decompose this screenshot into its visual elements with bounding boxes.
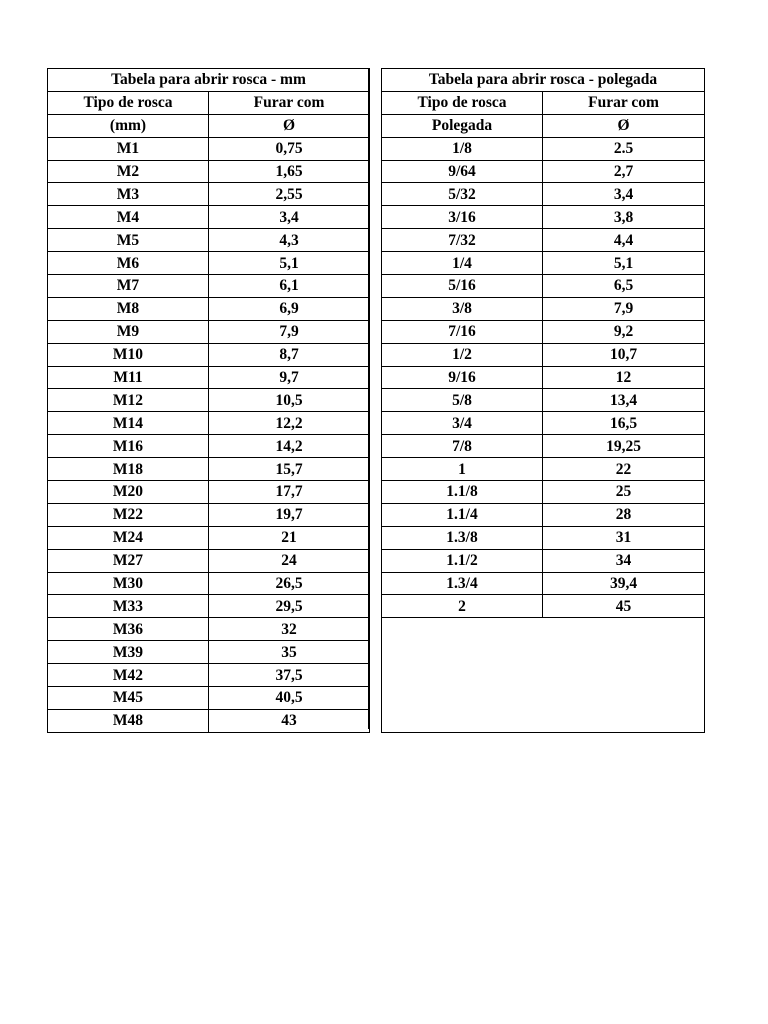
table-row — [48, 549, 370, 572]
table-row — [382, 366, 705, 389]
drill-size-cell: 45 — [543, 595, 705, 618]
table-row — [382, 252, 705, 275]
drill-size-cell: 37,5 — [209, 664, 370, 687]
table-row — [48, 503, 370, 526]
table-row — [48, 618, 370, 641]
table-row — [48, 366, 370, 389]
table-row — [48, 252, 370, 275]
inch-col2-unit: Ø — [543, 114, 705, 137]
thread-size-cell: M33 — [48, 595, 209, 618]
drill-size-cell: 15,7 — [209, 458, 370, 481]
drill-size-cell: 43 — [209, 709, 370, 732]
spreadsheet-sheet — [47, 68, 704, 730]
thread-size-cell: 7/32 — [382, 229, 543, 252]
table-row — [382, 458, 705, 481]
thread-size-cell: M5 — [48, 229, 209, 252]
table-row — [382, 435, 705, 458]
table-row — [382, 572, 705, 595]
table-row — [48, 687, 370, 710]
table-row — [48, 664, 370, 687]
inch-table-title: Tabela para abrir rosca - polegada — [382, 69, 705, 92]
table-unit-row — [48, 114, 370, 137]
table-row — [382, 275, 705, 298]
empty-area — [382, 618, 705, 733]
thread-size-cell: M2 — [48, 160, 209, 183]
drill-size-cell: 2,55 — [209, 183, 370, 206]
drill-size-cell: 19,25 — [543, 435, 705, 458]
drill-size-cell: 9,2 — [543, 320, 705, 343]
table-row — [382, 389, 705, 412]
inch-thread-table — [381, 68, 705, 733]
thread-size-cell: 1/2 — [382, 343, 543, 366]
drill-size-cell: 29,5 — [209, 595, 370, 618]
table-row — [382, 206, 705, 229]
drill-size-cell: 1,65 — [209, 160, 370, 183]
table-row — [48, 572, 370, 595]
drill-size-cell: 39,4 — [543, 572, 705, 595]
thread-size-cell: 3/8 — [382, 297, 543, 320]
thread-size-cell: M48 — [48, 709, 209, 732]
drill-size-cell: 10,7 — [543, 343, 705, 366]
thread-size-cell: M16 — [48, 435, 209, 458]
thread-size-cell: 5/16 — [382, 275, 543, 298]
drill-size-cell: 12 — [543, 366, 705, 389]
thread-size-cell: M20 — [48, 481, 209, 504]
table-row — [48, 526, 370, 549]
table-row — [48, 275, 370, 298]
table-row — [382, 137, 705, 160]
table-row — [382, 320, 705, 343]
table-row — [382, 343, 705, 366]
table-title-row — [382, 69, 705, 92]
table-title-row — [48, 69, 370, 92]
table-row — [48, 595, 370, 618]
metric-thread-table — [47, 68, 370, 733]
drill-size-cell: 5,1 — [209, 252, 370, 275]
table-row — [48, 343, 370, 366]
table-row — [382, 503, 705, 526]
thread-size-cell: 1.3/8 — [382, 526, 543, 549]
drill-size-cell: 6,1 — [209, 275, 370, 298]
table-row — [382, 229, 705, 252]
drill-size-cell: 28 — [543, 503, 705, 526]
drill-size-cell: 26,5 — [209, 572, 370, 595]
thread-size-cell: 1/8 — [382, 137, 543, 160]
inch-col1-header: Tipo de rosca — [382, 91, 543, 114]
drill-size-cell: 3,4 — [543, 183, 705, 206]
drill-size-cell: 24 — [209, 549, 370, 572]
drill-size-cell: 12,2 — [209, 412, 370, 435]
thread-size-cell: M18 — [48, 458, 209, 481]
table-row — [48, 297, 370, 320]
table-row — [48, 229, 370, 252]
table-row — [382, 183, 705, 206]
thread-size-cell: M24 — [48, 526, 209, 549]
thread-size-cell: 2 — [382, 595, 543, 618]
thread-size-cell: 1.3/4 — [382, 572, 543, 595]
thread-size-cell: M22 — [48, 503, 209, 526]
thread-size-cell: M14 — [48, 412, 209, 435]
table-row — [48, 458, 370, 481]
table-row — [48, 206, 370, 229]
thread-size-cell: M39 — [48, 641, 209, 664]
drill-size-cell: 22 — [543, 458, 705, 481]
table-row — [48, 435, 370, 458]
thread-size-cell: 1/4 — [382, 252, 543, 275]
table-row — [48, 481, 370, 504]
thread-size-cell: 1.1/2 — [382, 549, 543, 572]
thread-size-cell: 9/64 — [382, 160, 543, 183]
metric-col1-header: Tipo de rosca — [48, 91, 209, 114]
drill-size-cell: 2.5 — [543, 137, 705, 160]
thread-size-cell: M27 — [48, 549, 209, 572]
drill-size-cell: 6,5 — [543, 275, 705, 298]
drill-size-cell: 5,1 — [543, 252, 705, 275]
thread-size-cell: 1 — [382, 458, 543, 481]
drill-size-cell: 14,2 — [209, 435, 370, 458]
table-unit-row — [382, 114, 705, 137]
thread-size-cell: M6 — [48, 252, 209, 275]
table-row — [382, 595, 705, 618]
drill-size-cell: 0,75 — [209, 137, 370, 160]
thread-size-cell: 3/16 — [382, 206, 543, 229]
drill-size-cell: 32 — [209, 618, 370, 641]
thread-size-cell: M7 — [48, 275, 209, 298]
table-row — [382, 297, 705, 320]
drill-size-cell: 25 — [543, 481, 705, 504]
drill-size-cell: 35 — [209, 641, 370, 664]
drill-size-cell: 7,9 — [209, 320, 370, 343]
drill-size-cell: 4,3 — [209, 229, 370, 252]
thread-size-cell: M30 — [48, 572, 209, 595]
empty-area-row — [382, 618, 705, 733]
thread-size-cell: 5/32 — [382, 183, 543, 206]
drill-size-cell: 40,5 — [209, 687, 370, 710]
table-row — [48, 320, 370, 343]
metric-col1-unit: (mm) — [48, 114, 209, 137]
metric-col2-unit: Ø — [209, 114, 370, 137]
table-row — [382, 160, 705, 183]
drill-size-cell: 8,7 — [209, 343, 370, 366]
drill-size-cell: 17,7 — [209, 481, 370, 504]
drill-size-cell: 31 — [543, 526, 705, 549]
metric-table-title: Tabela para abrir rosca - mm — [48, 69, 370, 92]
thread-size-cell: 3/4 — [382, 412, 543, 435]
drill-size-cell: 19,7 — [209, 503, 370, 526]
table-row — [48, 183, 370, 206]
table-header-row — [48, 91, 370, 114]
thread-size-cell: M8 — [48, 297, 209, 320]
drill-size-cell: 21 — [209, 526, 370, 549]
thread-size-cell: 9/16 — [382, 366, 543, 389]
thread-size-cell: M11 — [48, 366, 209, 389]
table-row — [48, 389, 370, 412]
table-row — [48, 137, 370, 160]
drill-size-cell: 2,7 — [543, 160, 705, 183]
table-row — [48, 641, 370, 664]
table-row — [48, 709, 370, 732]
thread-size-cell: M12 — [48, 389, 209, 412]
drill-size-cell: 7,9 — [543, 297, 705, 320]
table-row — [382, 481, 705, 504]
drill-size-cell: 34 — [543, 549, 705, 572]
drill-size-cell: 16,5 — [543, 412, 705, 435]
inch-col2-header: Furar com — [543, 91, 705, 114]
thread-size-cell: M9 — [48, 320, 209, 343]
drill-size-cell: 3,8 — [543, 206, 705, 229]
thread-size-cell: M10 — [48, 343, 209, 366]
drill-size-cell: 9,7 — [209, 366, 370, 389]
thread-size-cell: M36 — [48, 618, 209, 641]
table-row — [48, 160, 370, 183]
drill-size-cell: 6,9 — [209, 297, 370, 320]
thread-size-cell: M3 — [48, 183, 209, 206]
table-row — [382, 526, 705, 549]
thread-size-cell: M45 — [48, 687, 209, 710]
table-header-row — [382, 91, 705, 114]
drill-size-cell: 13,4 — [543, 389, 705, 412]
thread-size-cell: 7/16 — [382, 320, 543, 343]
separator-column — [368, 68, 382, 729]
thread-size-cell: 7/8 — [382, 435, 543, 458]
table-row — [382, 412, 705, 435]
metric-col2-header: Furar com — [209, 91, 370, 114]
thread-size-cell: M42 — [48, 664, 209, 687]
drill-size-cell: 4,4 — [543, 229, 705, 252]
thread-size-cell: M4 — [48, 206, 209, 229]
thread-size-cell: 5/8 — [382, 389, 543, 412]
inch-col1-unit: Polegada — [382, 114, 543, 137]
table-row — [48, 412, 370, 435]
drill-size-cell: 3,4 — [209, 206, 370, 229]
table-row — [382, 549, 705, 572]
thread-size-cell: 1.1/8 — [382, 481, 543, 504]
thread-size-cell: M1 — [48, 137, 209, 160]
thread-size-cell: 1.1/4 — [382, 503, 543, 526]
drill-size-cell: 10,5 — [209, 389, 370, 412]
